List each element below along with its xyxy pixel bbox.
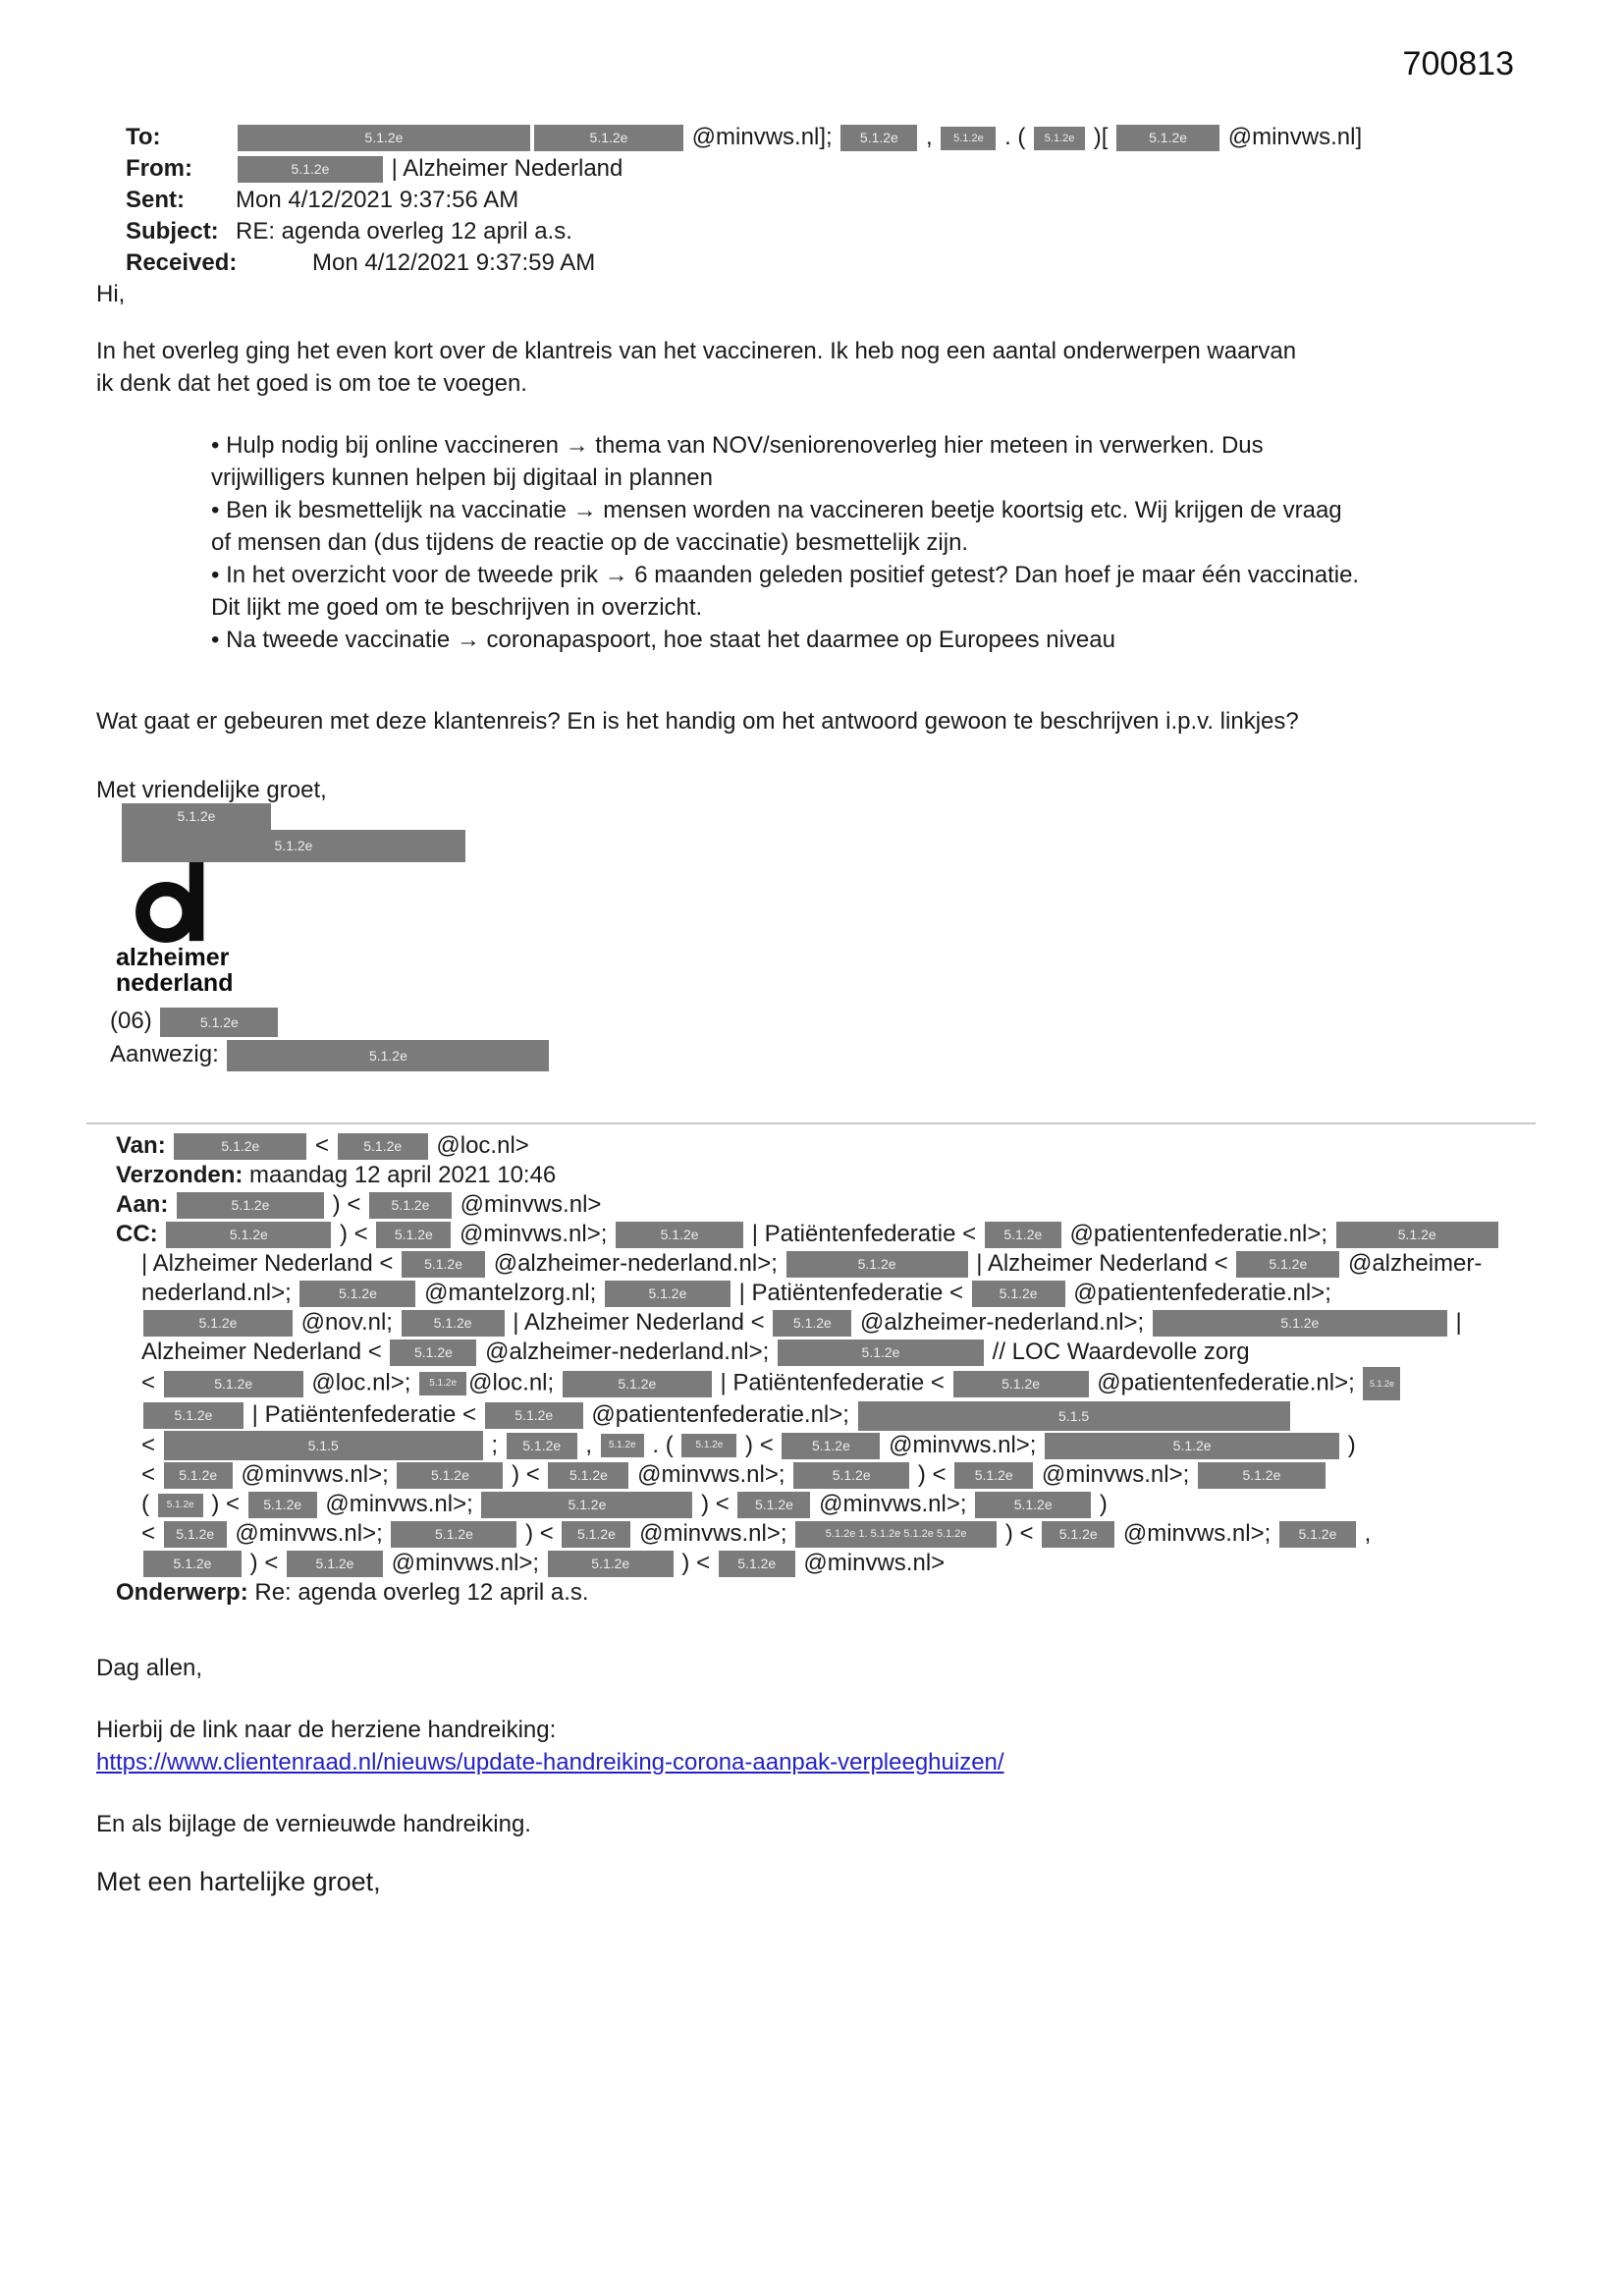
email-body (96, 278, 1359, 806)
text-run: @loc.nl>; (304, 1369, 418, 1396)
redaction-box: 5.1.2e (562, 1521, 630, 1548)
text-run: ) < (244, 1550, 286, 1577)
to-label: To: (126, 124, 161, 150)
redaction-box: 5.1.2e (248, 1492, 317, 1518)
text-line: • Ben ik besmettelijk na vaccinatie → mensen worden na vaccineren beetje koortsig etc. Wij krijgen de vraag (211, 497, 1342, 523)
redaction-box: 5.1.2e (338, 1133, 428, 1160)
text-run: )[ (1087, 124, 1115, 150)
text-run: @minvws.nl> (796, 1550, 946, 1577)
text-run: < (141, 1369, 162, 1396)
attachment-line: En als bijlage de vernieuwde handreiking. (96, 1811, 531, 1837)
logo-word-line1: alzheimer (116, 944, 230, 971)
greeting: Hi, (96, 281, 126, 307)
redaction-box: 5.1.2e (122, 803, 271, 830)
text-run: maandag 12 april 2021 10:46 (249, 1162, 557, 1188)
aanwezig-redaction (225, 1041, 551, 1067)
quoted-header-line (116, 1490, 1500, 1519)
text-run: @patientenfederatie.nl>; (1062, 1221, 1334, 1247)
redaction-box: 5.1.2e (390, 1339, 476, 1366)
text-run: @alzheimer-nederland.nl>; (853, 1309, 1151, 1336)
handreiking-link[interactable]: https://www.clientenraad.nl/nieuws/update-handreiking-corona-aanpak-verpleeghuizen/ (96, 1749, 1004, 1776)
text-run: nederland.nl>; (141, 1280, 298, 1306)
text-run: @minvws.nl>; (882, 1431, 1044, 1458)
field-label: Aan: (116, 1191, 175, 1218)
redaction-box: 5.1.2e (953, 1371, 1089, 1397)
quoted-header-line (116, 1519, 1500, 1549)
redaction-box: 5.1.2e (174, 1133, 306, 1160)
text-run: @patientenfederatie.nl>; (1066, 1280, 1331, 1306)
aanwezig-label: Aanwezig: (110, 1041, 219, 1067)
redaction-box: 5.1.2e (238, 125, 530, 151)
redaction-box: 5.1.2e (238, 156, 383, 183)
text-run: @alzheimer-nederland.nl>; (478, 1339, 776, 1365)
redaction-box: 5.1.2e (402, 1310, 505, 1337)
text-run: @minvws.nl>; (812, 1491, 974, 1518)
logo-word-line2: nederland (116, 969, 234, 997)
signature-redactions (122, 803, 465, 862)
bullet-list (96, 429, 1359, 656)
quoted-email-header (116, 1131, 1500, 1608)
redaction-box: 5.1.2e (605, 1281, 731, 1307)
text-line: • Hulp nodig bij online vaccineren → thema van NOV/seniorenoverleg hier meteen in verwerken. Dus (211, 432, 1264, 459)
text-run: | Patiëntenfederatie < (245, 1401, 483, 1428)
text-run: @loc.nl; (468, 1369, 561, 1396)
redaction-box: 5.1.2e (601, 1434, 644, 1457)
redaction-box: 5.1.2e (164, 1462, 233, 1489)
text-run: ) (1341, 1431, 1356, 1458)
text-run: @minvws.nl>; (632, 1520, 794, 1548)
redaction-box: 5.1.2e (793, 1462, 909, 1489)
text-run: ) < (675, 1550, 717, 1577)
redaction-box: 5.1.2e (985, 1222, 1061, 1248)
text-run: ) < (326, 1191, 368, 1218)
redaction-box: 5.1.2e (143, 1310, 293, 1337)
intro-paragraph (96, 335, 1359, 400)
text-run: @alzheimer-nederland.nl>; (487, 1250, 785, 1277)
redaction-box: 5.1.2e (563, 1371, 712, 1397)
text-run: @minvws.nl] (1221, 124, 1363, 150)
redaction-box: 5.1.2e 1. 5.1.2e 5.1.2e 5.1.2e (795, 1521, 997, 1548)
phone-prefix: (06) (110, 1008, 152, 1034)
text-run: ) < (999, 1520, 1041, 1548)
redaction-box: 5.1.2e (507, 1433, 577, 1459)
text-run: @minvws.nl>; (318, 1491, 480, 1518)
text-run: | Alzheimer Nederland < (969, 1250, 1235, 1277)
alzheimer-logo-wordmark (116, 945, 233, 996)
quoted-greeting: Dag allen, (96, 1655, 203, 1681)
text-run: < (141, 1461, 162, 1489)
redaction-box: 5.1.2e (1116, 125, 1219, 151)
quoted-header-line (116, 1131, 1500, 1161)
text-run: Re: agenda overleg 12 april a.s. (254, 1579, 589, 1607)
text-run: | Patiëntenfederatie < (745, 1221, 983, 1247)
text-run: ( (141, 1491, 156, 1518)
quoted-header-line (116, 1308, 1500, 1338)
redaction-box: 5.1.2e (719, 1551, 795, 1577)
text-run: ) (1093, 1491, 1108, 1518)
redaction-box: 5.1.2e (1034, 127, 1085, 150)
text-run: @minvws.nl>; (234, 1461, 396, 1489)
text-line: ik denk dat het goed is om toe te voegen. (96, 370, 527, 397)
quoted-header-line (116, 1400, 1500, 1431)
redaction-box: 5.1.2e (737, 1492, 810, 1518)
redaction-box: 5.1.2e (1336, 1222, 1498, 1248)
phone-redaction (158, 1008, 280, 1034)
email-header (126, 122, 1362, 279)
quoted-header-line (116, 1161, 1500, 1190)
subject-value (236, 216, 572, 247)
text-line: • Na tweede vaccinatie → coronapaspoort, hoe staat het daarmee op Europees niveau (211, 627, 1115, 653)
redaction-box: 5.1.2e (419, 1372, 466, 1395)
redaction-box: 5.1.2e (1363, 1367, 1400, 1400)
quoted-header-line (116, 1460, 1500, 1490)
quoted-header-line (116, 1338, 1500, 1367)
redaction-box: 5.1.2e (164, 1371, 303, 1397)
text-run: ) < (204, 1491, 246, 1518)
quoted-header-line (116, 1190, 1500, 1220)
text-run: , (919, 124, 940, 150)
link-line (96, 1746, 1004, 1778)
field-label: CC: (116, 1221, 165, 1247)
from-value (236, 153, 623, 185)
text-run: , (1357, 1520, 1372, 1548)
redaction-box: 5.1.2e (376, 1222, 451, 1248)
redaction-box: 5.1.2e (227, 1040, 549, 1071)
redaction-box: 5.1.2e (160, 1008, 278, 1037)
quoted-header-line (116, 1431, 1500, 1461)
text-run: @loc.nl> (429, 1132, 529, 1159)
text-run: @nov.nl; (295, 1309, 400, 1336)
field-label: Verzonden: (116, 1162, 250, 1188)
text-run: @minvws.nl>; (453, 1221, 615, 1247)
redaction-box: 5.1.2e (972, 1281, 1065, 1307)
text-run: // LOC Waardevolle zorg (986, 1339, 1250, 1365)
header-row-to (126, 122, 1362, 153)
document-number: 700813 (1402, 45, 1514, 82)
redaction-box: 5.1.2e (1045, 1433, 1339, 1459)
text-run: | Alzheimer Nederland < (506, 1309, 772, 1336)
redaction-box: 5.1.2e (548, 1551, 674, 1577)
quoted-header-line (116, 1578, 1500, 1608)
text-run: RE: agenda overleg 12 april a.s. (236, 218, 572, 245)
text-run: < (308, 1132, 336, 1159)
text-run: @minvws.nl>; (1035, 1461, 1196, 1489)
redaction-box: 5.1.2e (782, 1433, 880, 1459)
quoted-header-line (116, 1549, 1500, 1578)
redaction-box: 5.1.2e (840, 125, 917, 151)
text-run: Mon 4/12/2021 9:37:59 AM (312, 249, 596, 276)
text-run: . ( (645, 1431, 680, 1458)
redaction-box: 5.1.2e (143, 1402, 244, 1429)
text-run: , (578, 1431, 599, 1458)
aanwezig-row (110, 1038, 551, 1071)
quoted-header-line (116, 1220, 1500, 1249)
phone-row (110, 1006, 280, 1037)
text-run: . ( (998, 124, 1033, 150)
redaction-box: 5.1.2e (773, 1310, 851, 1337)
text-run: @alzheimer- (1341, 1250, 1483, 1277)
redaction-box: 5.1.2e (1198, 1462, 1326, 1489)
text-run: Mon 4/12/2021 9:37:56 AM (236, 187, 519, 213)
redaction-box: 5.1.2e (534, 125, 683, 151)
redaction-box: 5.1.5 (164, 1431, 483, 1460)
from-label: From: (126, 155, 192, 182)
question-paragraph: Wat gaat er gebeuren met deze klantenreis? En is het handig om het antwoord gewoon te beschrijven i.p.v. linkjes? (96, 708, 1299, 735)
text-run: ) < (694, 1491, 736, 1518)
quoted-header-line (116, 1367, 1500, 1400)
redaction-box: 5.1.2e (164, 1521, 227, 1548)
to-value (236, 122, 1362, 153)
quoted-email-body (96, 1652, 1004, 1898)
redaction-box: 5.1.2e (1153, 1310, 1447, 1337)
text-run: Alzheimer Nederland < (141, 1339, 389, 1365)
redaction-box: 5.1.2e (143, 1551, 242, 1577)
alzheimer-logo-icon (132, 862, 222, 948)
section-divider (86, 1122, 1536, 1124)
redaction-box: 5.1.2e (166, 1222, 331, 1248)
redaction-box: 5.1.2e (177, 1192, 324, 1219)
text-run: @minvws.nl]; (685, 124, 839, 150)
text-run: < (141, 1431, 162, 1458)
text-run: ) < (505, 1461, 547, 1489)
closing-line: Met vriendelijke groet, (96, 777, 327, 803)
text-line: In het overleg ging het even kort over de klantreis van het vaccineren. Ik heb nog een aantal onderwerpen waarvan (96, 338, 1297, 364)
redaction-box: 5.1.2e (548, 1462, 628, 1489)
text-line: Dit lijkt me goed om te beschrijven in overzicht. (211, 594, 703, 621)
quoted-header-line (116, 1279, 1500, 1308)
received-label: Received: (126, 249, 238, 276)
text-run: @minvws.nl>; (385, 1550, 546, 1577)
received-value (236, 247, 595, 279)
header-row-received (126, 247, 1362, 279)
redaction-box: 5.1.2e (1236, 1251, 1339, 1278)
text-run: ) < (738, 1431, 781, 1458)
text-run: @minvws.nl>; (630, 1461, 792, 1489)
redaction-box: 5.1.2e (287, 1551, 383, 1577)
text-run: < (141, 1520, 162, 1548)
field-label: Van: (116, 1132, 173, 1159)
field-label: Onderwerp: (116, 1579, 255, 1607)
redaction-box: 5.1.5 (858, 1401, 1290, 1431)
text-run: | Patiëntenfederatie < (713, 1369, 951, 1396)
text-run: | Patiëntenfederatie < (731, 1280, 970, 1306)
redaction-box: 5.1.2e (158, 1494, 203, 1517)
redaction-box: 5.1.2e (391, 1521, 516, 1548)
text-line: vrijwilligers kunnen helpen bij digitaal in plannen (211, 465, 713, 491)
redaction-box: 5.1.2e (786, 1251, 968, 1278)
text-run: @minvws.nl> (454, 1191, 602, 1218)
text-run: | Alzheimer Nederland < (141, 1250, 401, 1277)
redaction-box: 5.1.2e (402, 1251, 485, 1278)
redaction-box: 5.1.2e (616, 1222, 743, 1248)
header-row-sent (126, 185, 1362, 216)
text-run: | (1448, 1309, 1462, 1336)
redaction-box: 5.1.2e (369, 1192, 452, 1219)
text-run: @patientenfederatie.nl>; (584, 1401, 856, 1428)
text-run: ; (484, 1431, 505, 1458)
text-run: @minvws.nl>; (1116, 1520, 1277, 1548)
redaction-box: 5.1.2e (954, 1462, 1033, 1489)
text-run: ) < (333, 1221, 375, 1247)
text-run: ) < (518, 1520, 561, 1548)
redaction-box: 5.1.2e (681, 1434, 736, 1457)
subject-label: Subject: (126, 218, 219, 245)
text-line: of mensen dan (dus tijdens de reactie op de vaccinatie) besmettelijk zijn. (211, 529, 969, 556)
text-line: • In het overzicht voor de tweede prik → 6 maanden geleden positief getest? Dan hoef je maar één vaccinatie. (211, 562, 1360, 588)
redaction-box: 5.1.2e (1279, 1521, 1356, 1548)
redaction-box: 5.1.2e (1042, 1521, 1114, 1548)
header-row-subject (126, 216, 1362, 247)
redaction-box: 5.1.2e (778, 1339, 984, 1366)
text-run: | Alzheimer Nederland (385, 155, 623, 182)
sent-label: Sent: (126, 187, 185, 213)
redaction-box: 5.1.2e (397, 1462, 503, 1489)
text-run: @mantelzorg.nl; (417, 1280, 603, 1306)
text-run: ) < (911, 1461, 953, 1489)
text-run: @minvws.nl>; (228, 1520, 390, 1548)
redaction-box: 5.1.2e (122, 830, 465, 862)
redaction-box: 5.1.2e (941, 127, 996, 150)
redaction-box: 5.1.2e (975, 1492, 1091, 1518)
text-run: @patientenfederatie.nl>; (1090, 1369, 1362, 1396)
quoted-header-line (116, 1249, 1500, 1279)
header-row-from (126, 153, 1362, 185)
quoted-intro-line: Hierbij de link naar de herziene handreiking: (96, 1717, 557, 1743)
redaction-box: 5.1.2e (481, 1492, 692, 1518)
redaction-box: 5.1.2e (299, 1281, 415, 1307)
quoted-closing: Met een hartelijke groet, (96, 1867, 381, 1896)
redaction-box: 5.1.2e (485, 1402, 583, 1429)
sent-value (236, 185, 518, 216)
